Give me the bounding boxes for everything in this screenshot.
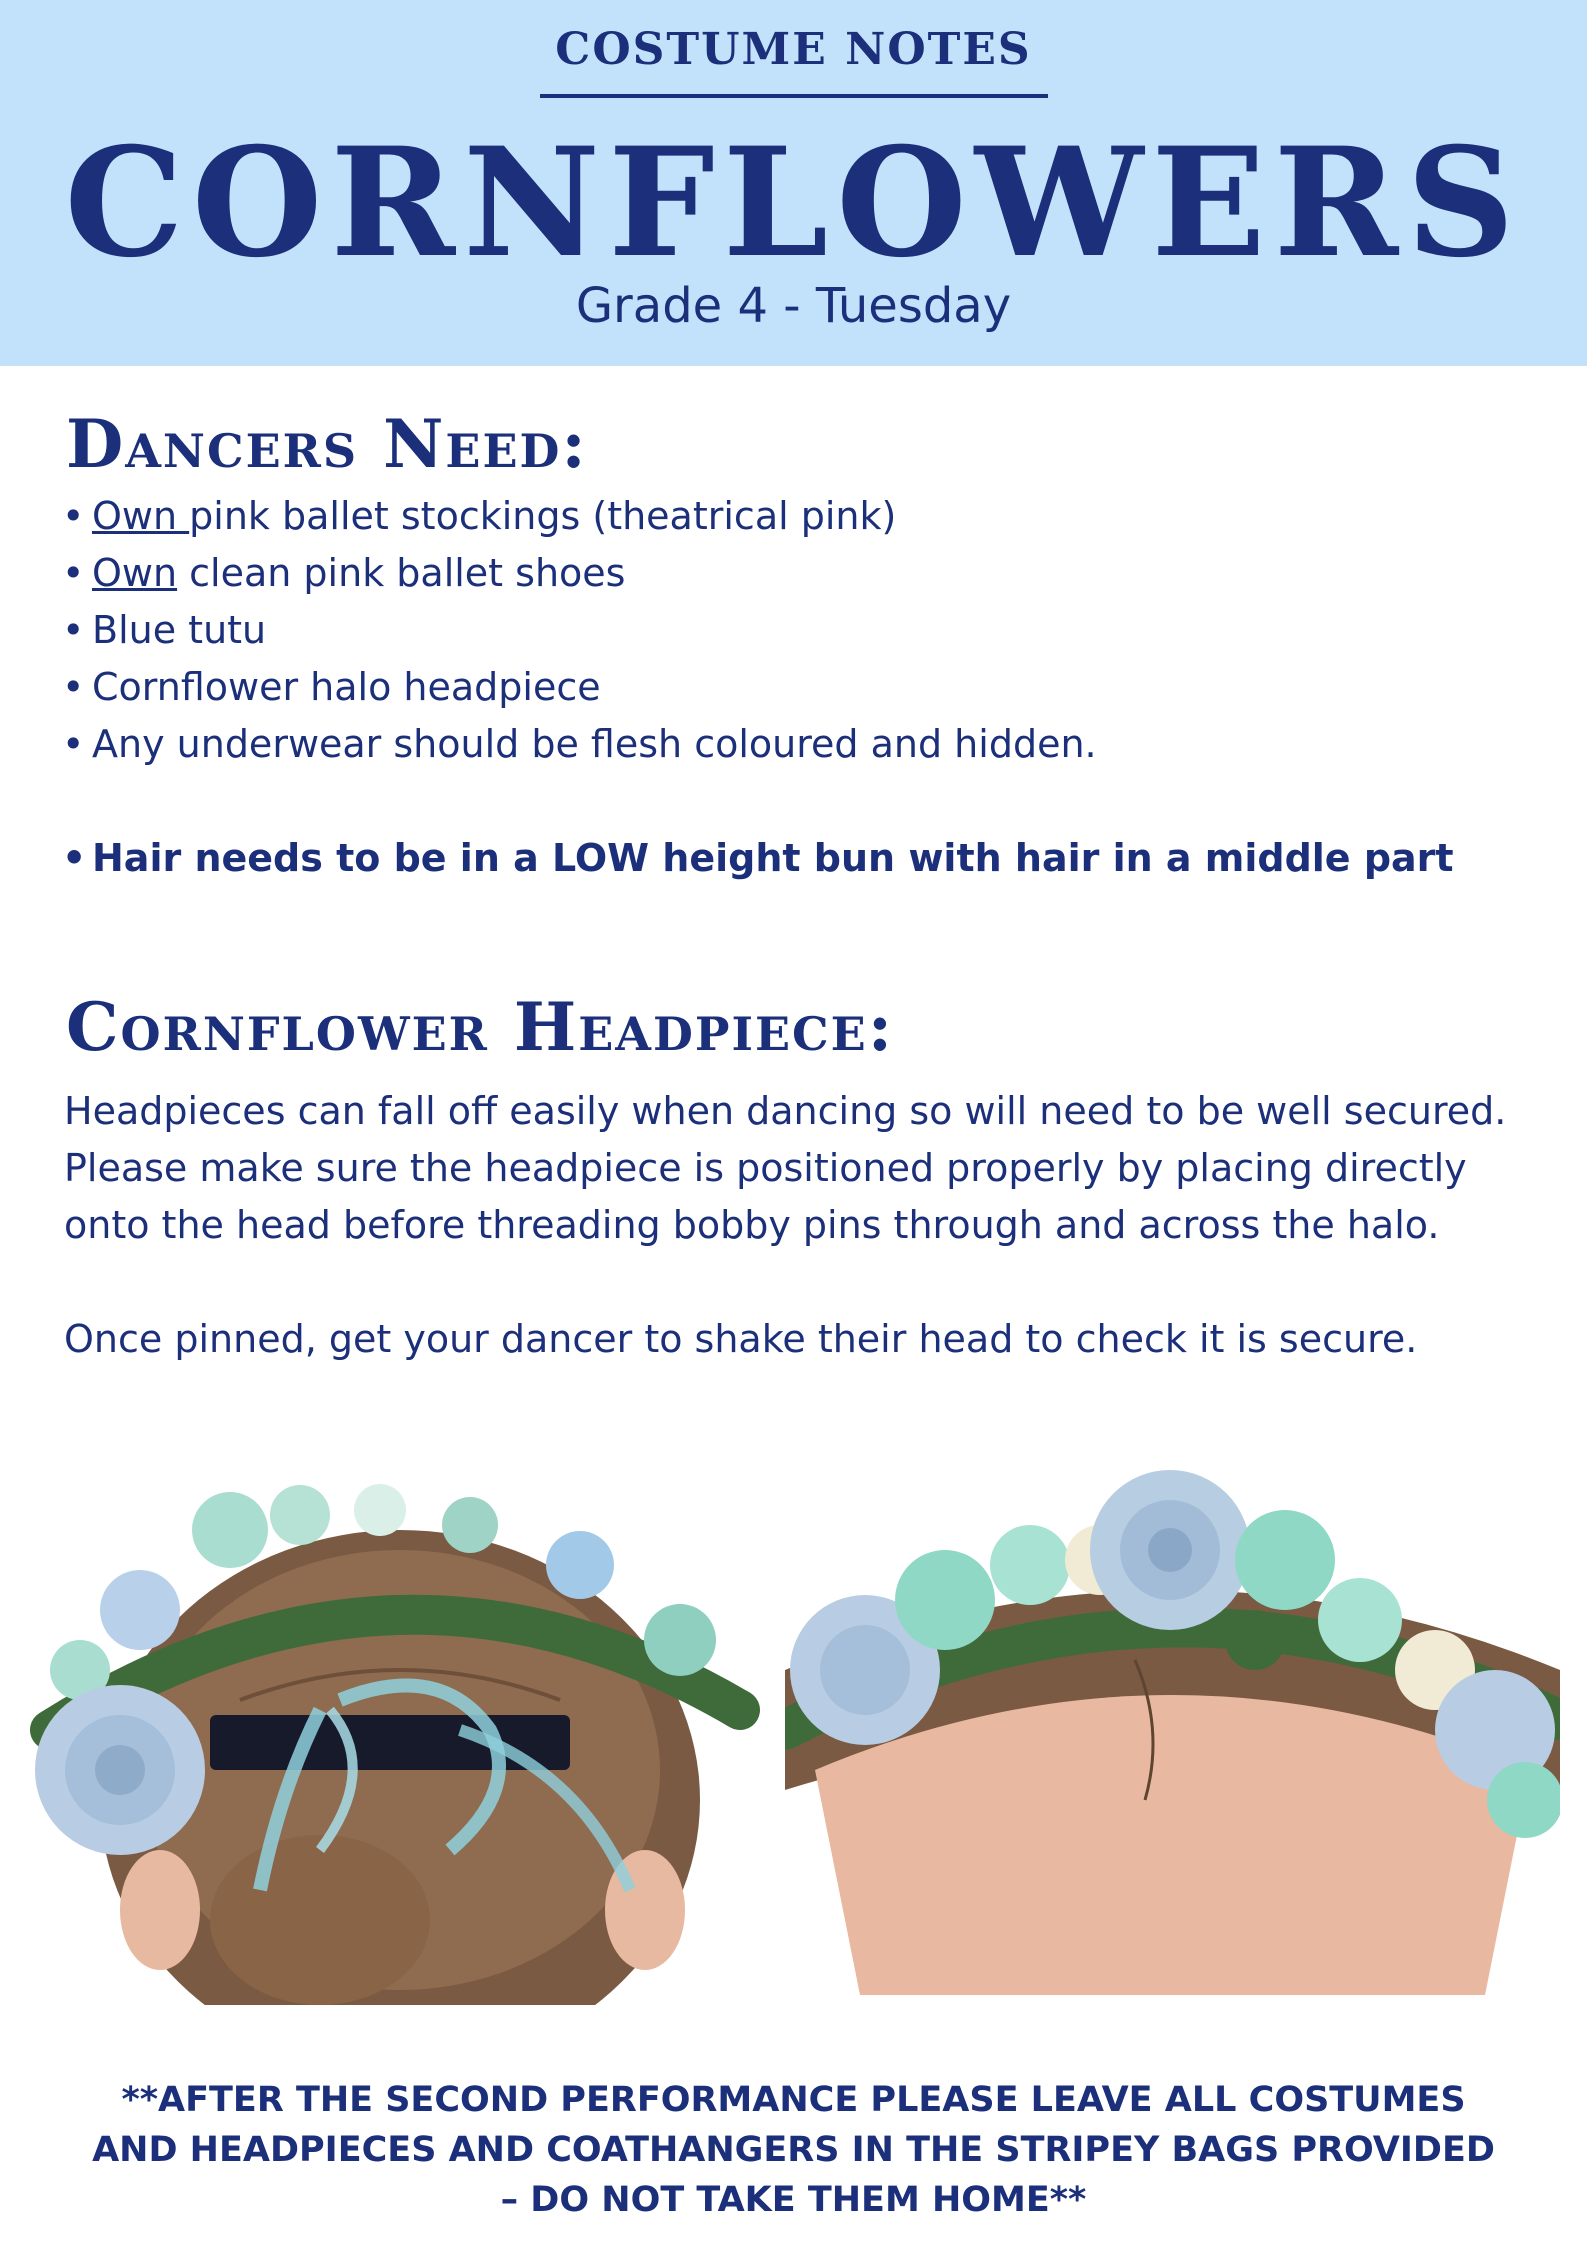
item-text: pink ballet stockings (theatrical pink) <box>189 494 897 538</box>
list-item <box>62 659 1462 716</box>
item-text: Hair needs to be in a LOW height bun with hair in a middle part <box>92 836 1454 880</box>
underlined-text: Own <box>92 551 178 595</box>
header-banner <box>0 0 1587 366</box>
page-title: CORNFLOWERS <box>64 115 1523 291</box>
page-subtitle: Grade 4 - Tuesday <box>575 278 1012 334</box>
hair-note <box>62 830 1462 887</box>
list-item <box>62 545 1462 602</box>
item-text: Cornflower halo headpiece <box>92 665 601 709</box>
item-text: Blue tutu <box>92 608 267 652</box>
return-costumes-notice: **AFTER THE SECOND PERFORMANCE PLEASE LEAVE ALL COSTUMES AND HEADPIECES AND COATHANGERS IN THE STRIPEY BAGS PROVIDED – DO NOT TAKE THEM HOME** <box>92 2080 1495 2220</box>
list-item <box>62 602 1462 659</box>
headpiece-back-photo <box>20 1470 765 2005</box>
headpiece-front-photo <box>785 1470 1560 1995</box>
item-text: clean pink ballet shoes <box>177 551 626 595</box>
list-item <box>62 716 1462 773</box>
headpiece-paragraph-2: Once pinned, get your dancer to shake their head to check it is secure. <box>64 1317 1418 1361</box>
headpiece-paragraph-1: Headpieces can fall off easily when dancing so will need to be well secured. Please make sure the headpiece is positioned properly by placing directly onto the head before threading bobby pins through and across the halo. <box>64 1089 1507 1247</box>
header-divider <box>540 94 1048 98</box>
underlined-text: Own <box>92 494 190 538</box>
header-kicker: COSTUME NOTES <box>555 24 1032 75</box>
list-item <box>62 488 1462 545</box>
headpiece-heading: Cornflower Headpiece: <box>66 988 895 1066</box>
item-text: Any underwear should be flesh coloured and hidden. <box>92 722 1097 766</box>
needs-heading: Dancers Need: <box>66 405 588 483</box>
needs-list <box>62 488 1462 887</box>
